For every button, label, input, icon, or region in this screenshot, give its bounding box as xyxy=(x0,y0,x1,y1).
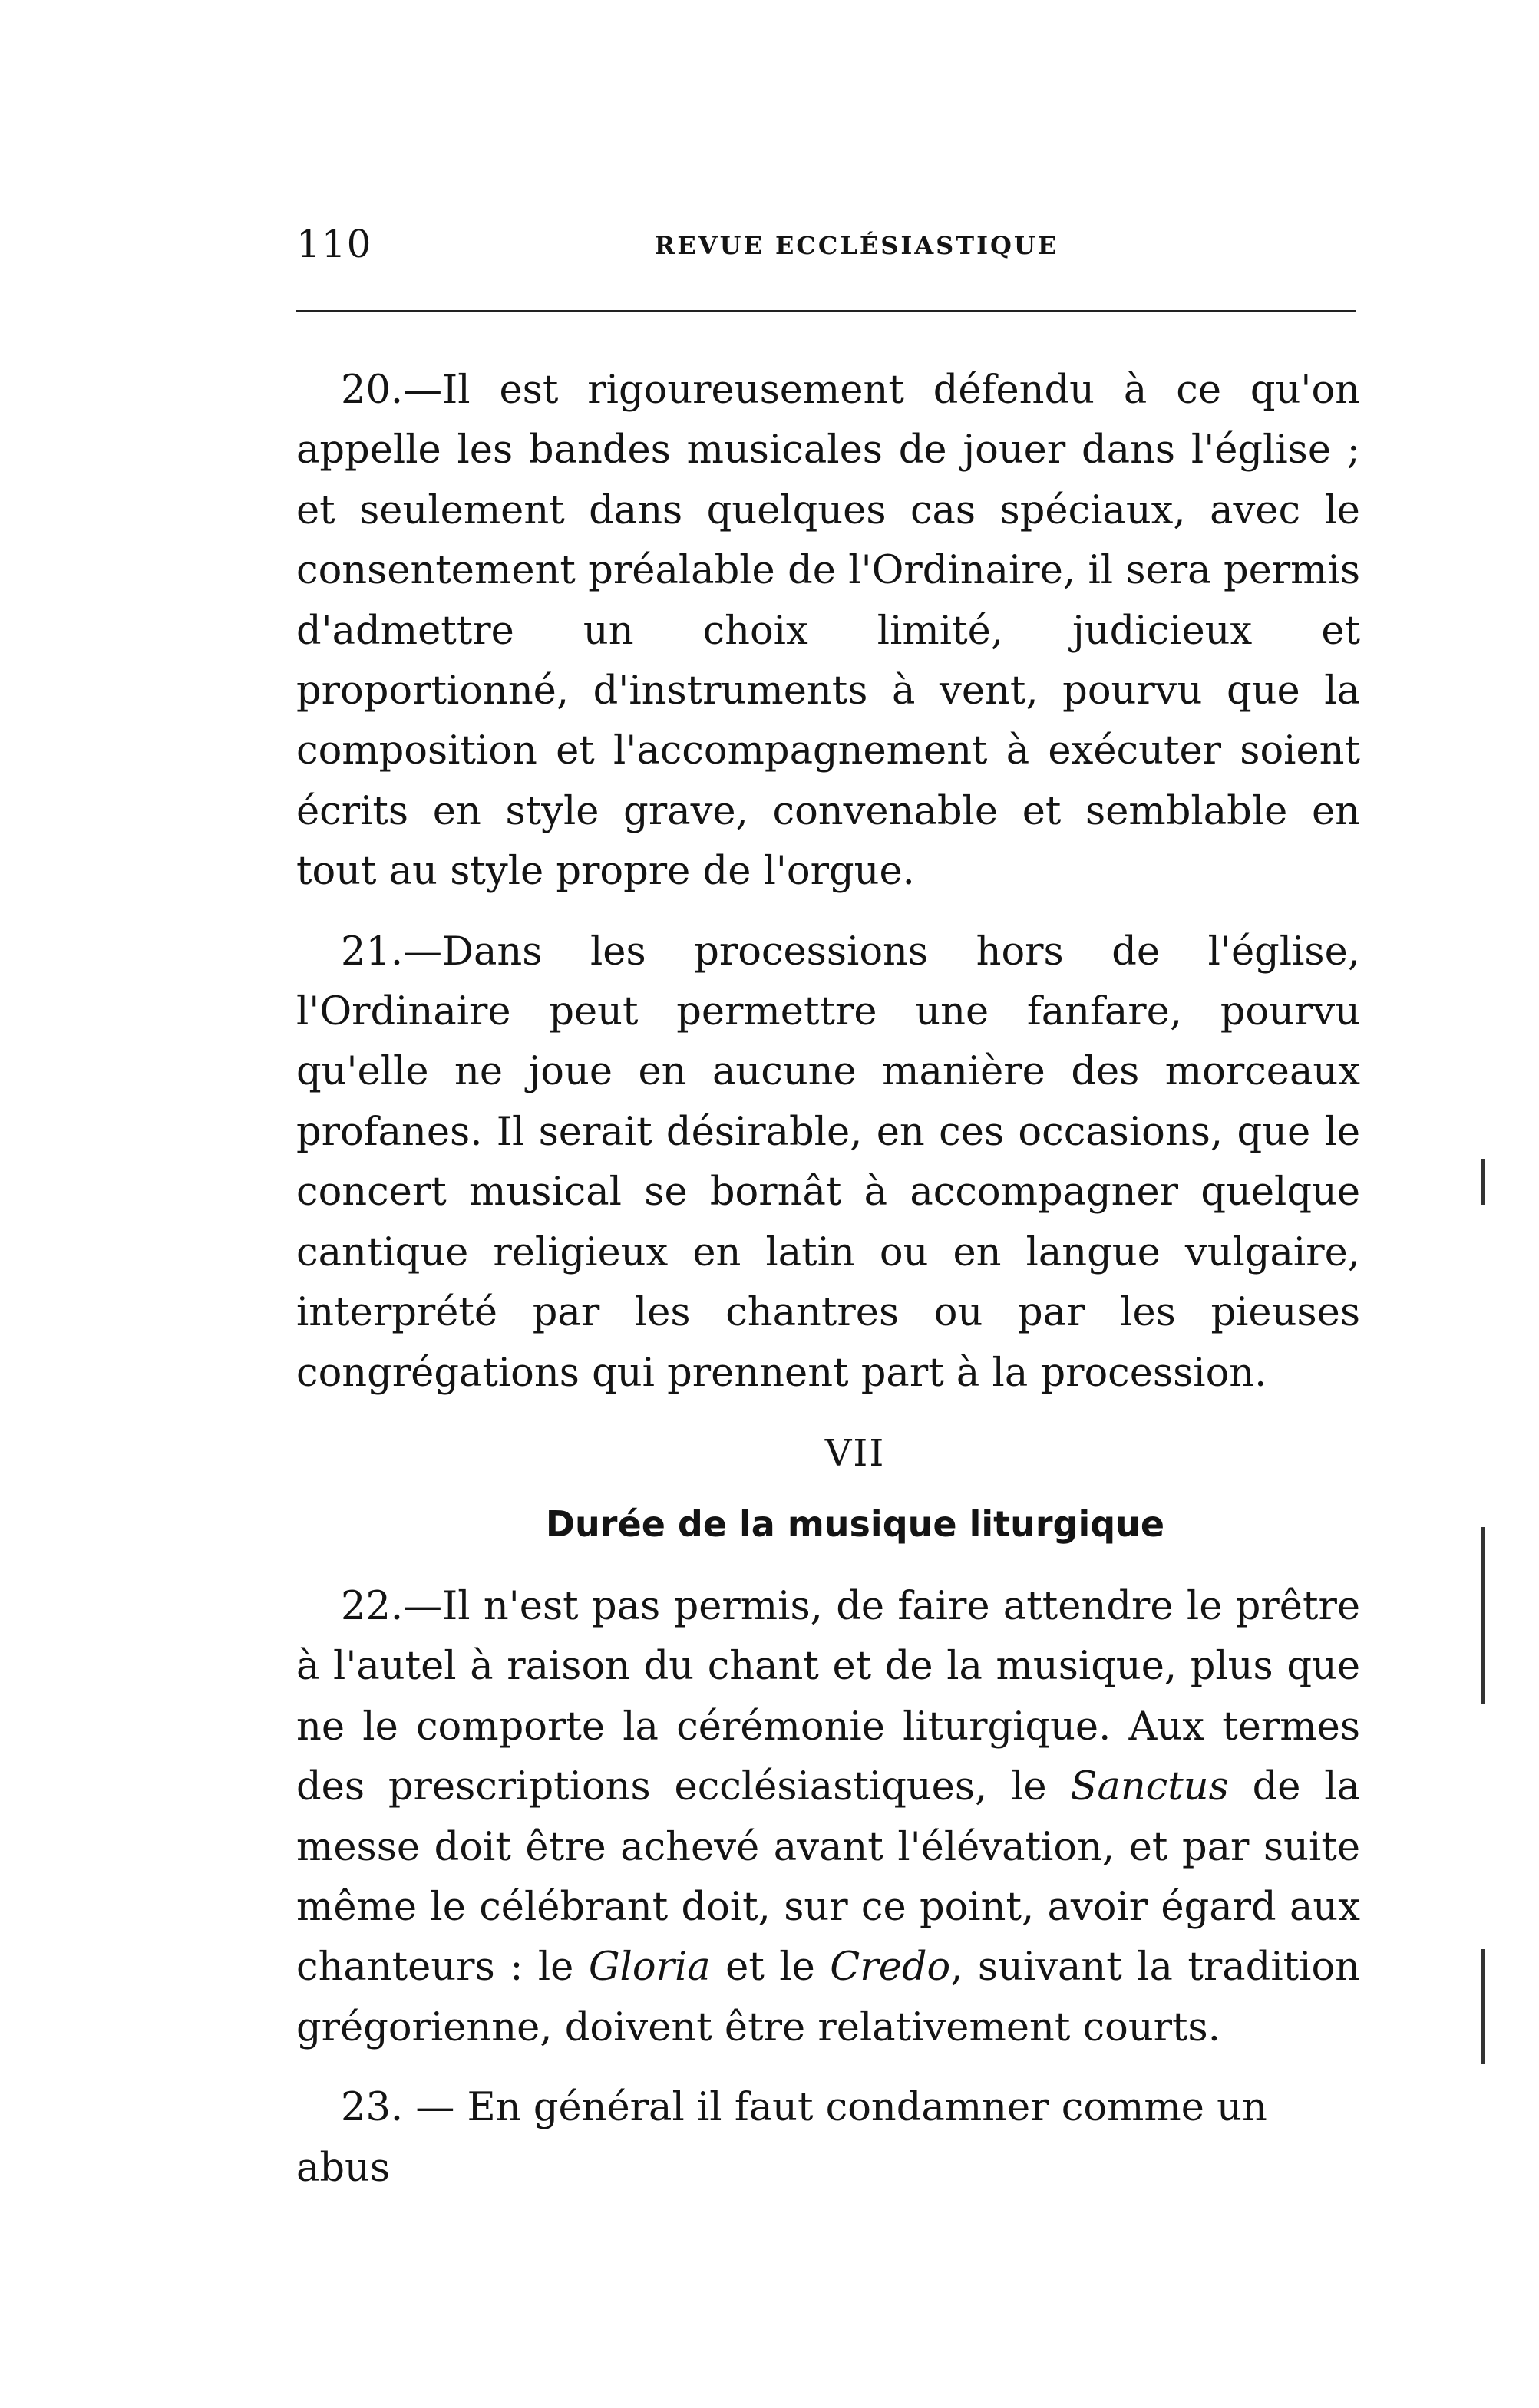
paragraph-21: 21.—Dans les processions hors de l'église, l'Ordinaire peut permettre une fanfare, pourvu qu'elle ne joue en aucune manière des morceaux profanes. Il serait désirable, en ces occasions, que le concert musical se bornât à accompagner quelque cantique religieux en latin ou en langue vulgaire, interprété par les chantres ou par les pieuses congrégations qui prennent part à la procession. xyxy=(296,929,1360,1396)
paragraph-22 xyxy=(296,1577,1360,2058)
paragraph-23: 23. — En général il faut condamner comme un abus xyxy=(296,2085,1267,2191)
section-number: VII xyxy=(824,1431,886,1475)
p22-text-1: 22.—Il n'est pas permis, de faire attendre le prêtre à l'autel à raison du chant et de la musique, plus que ne le comporte la cérémonie liturgique. Aux termes des prescriptions ecclésiastiques, le xyxy=(296,1583,1360,1810)
scan-mark xyxy=(1481,1159,1485,1205)
gloria-term: Gloria xyxy=(588,1945,711,1991)
page-header xyxy=(296,221,1356,282)
paragraph-20: 20.—Il est rigoureusement défendu à ce qu'on appelle les bandes musicales de jouer dans l'église ; et seulement dans quelques cas spéciaux, avec le consentement préalable de l'Ordinaire, il sera permis d'admettre un choix limité, judicieux et proportionné, d'instruments à vent, pourvu que la composition et l'accompagnement à exécuter soient écrits en style grave, convenable et semblable en tout au style propre de l'orgue. xyxy=(296,368,1360,895)
sanctus-term: Sanctus xyxy=(1070,1764,1229,1810)
header-rule xyxy=(296,310,1356,312)
p22-text-2: de la messe doit être achevé avant l'élévation, et par suite même le célébrant doit, sur ce point, avoir égard aux chanteurs : le xyxy=(296,1764,1361,1991)
p22-text-4: , suivant la tradition grégorienne, doivent être relativement courts. xyxy=(296,1945,1360,2050)
p22-text-3: et le xyxy=(710,1945,831,1991)
running-title: REVUE ECCLÉSIASTIQUE xyxy=(654,231,1059,260)
scan-mark xyxy=(1481,1527,1485,1704)
page-number: 110 xyxy=(296,222,372,266)
body-text xyxy=(296,361,1360,2199)
margin-scan-marks xyxy=(1481,1143,1489,2064)
section-title: Durée de la musique liturgique xyxy=(545,1503,1165,1545)
scan-mark xyxy=(1481,1949,1485,2064)
credo-term: Credo xyxy=(830,1945,951,1991)
